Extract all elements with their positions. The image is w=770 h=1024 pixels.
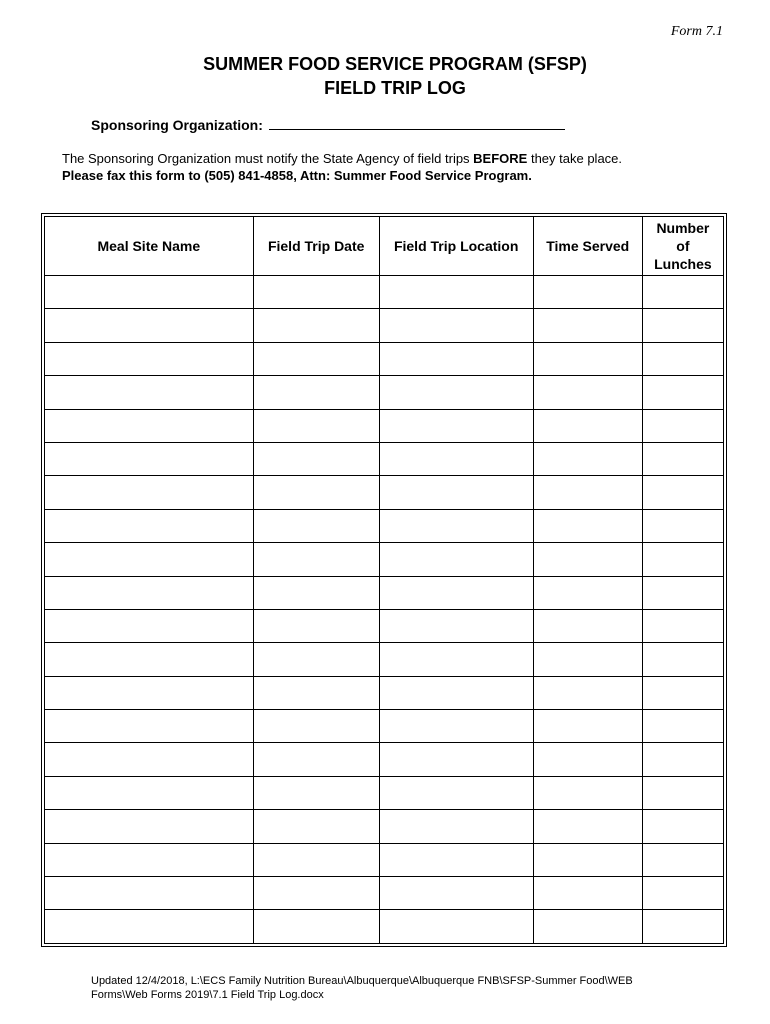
cell-meal-site-name[interactable]	[45, 376, 253, 409]
cell-time-served[interactable]	[533, 576, 642, 609]
cell-meal-site-name[interactable]	[45, 342, 253, 375]
cell-time-served[interactable]	[533, 910, 642, 943]
notice-text: The Sponsoring Organization must notify the State Agency of field trips	[62, 151, 474, 166]
sponsor-label: Sponsoring Organization:	[91, 117, 263, 133]
cell-meal-site-name[interactable]	[45, 509, 253, 542]
cell-field-trip-location[interactable]	[379, 609, 533, 642]
table-row	[45, 276, 723, 309]
table-header-row	[45, 217, 723, 276]
cell-meal-site-name[interactable]	[45, 843, 253, 876]
cell-number-of-lunches[interactable]	[642, 710, 723, 743]
cell-field-trip-location[interactable]	[379, 710, 533, 743]
cell-field-trip-date[interactable]	[253, 376, 379, 409]
cell-field-trip-date[interactable]	[253, 342, 379, 375]
notice	[62, 150, 622, 184]
table-row	[45, 776, 723, 809]
field-trip-table-frame	[41, 213, 727, 947]
cell-field-trip-date[interactable]	[253, 877, 379, 910]
cell-number-of-lunches[interactable]	[642, 877, 723, 910]
table-row	[45, 910, 723, 943]
cell-field-trip-location[interactable]	[379, 810, 533, 843]
cell-time-served[interactable]	[533, 276, 642, 309]
cell-number-of-lunches[interactable]	[642, 743, 723, 776]
cell-time-served[interactable]	[533, 342, 642, 375]
cell-field-trip-location[interactable]	[379, 843, 533, 876]
footer-line-1: Updated 12/4/2018, L:\ECS Family Nutrition Bureau\Albuquerque\Albuquerque FNB\SFSP-Summer Food\WEB	[91, 975, 633, 987]
cell-field-trip-location[interactable]	[379, 643, 533, 676]
form-number: Form 7.1	[670, 24, 723, 39]
cell-number-of-lunches[interactable]	[642, 276, 723, 309]
cell-field-trip-location[interactable]	[379, 776, 533, 809]
cell-time-served[interactable]	[533, 476, 642, 509]
cell-number-of-lunches[interactable]	[642, 543, 723, 576]
cell-field-trip-date[interactable]	[253, 476, 379, 509]
cell-field-trip-date[interactable]	[253, 409, 379, 442]
cell-field-trip-location[interactable]	[379, 676, 533, 709]
table-row	[45, 877, 723, 910]
cell-field-trip-location[interactable]	[379, 409, 533, 442]
cell-time-served[interactable]	[533, 309, 642, 342]
table-row	[45, 509, 723, 542]
table-row	[45, 576, 723, 609]
notice-text-end: they take place.	[527, 151, 623, 166]
cell-meal-site-name[interactable]	[45, 442, 253, 475]
table-row	[45, 376, 723, 409]
cell-meal-site-name[interactable]	[45, 776, 253, 809]
notice-line-1	[62, 150, 622, 167]
title-line-2: FIELD TRIP LOG	[324, 78, 466, 98]
col-header-time-served: Time Served	[533, 217, 642, 276]
cell-meal-site-name[interactable]	[45, 543, 253, 576]
cell-number-of-lunches[interactable]	[642, 342, 723, 375]
cell-number-of-lunches[interactable]	[642, 676, 723, 709]
cell-time-served[interactable]	[533, 442, 642, 475]
cell-time-served[interactable]	[533, 543, 642, 576]
cell-number-of-lunches[interactable]	[642, 442, 723, 475]
cell-field-trip-location[interactable]	[379, 910, 533, 943]
table-row	[45, 342, 723, 375]
cell-field-trip-date[interactable]	[253, 576, 379, 609]
cell-field-trip-date[interactable]	[253, 843, 379, 876]
table-row	[45, 743, 723, 776]
col-header-field-trip-date: Field Trip Date	[253, 217, 379, 276]
cell-time-served[interactable]	[533, 509, 642, 542]
cell-time-served[interactable]	[533, 409, 642, 442]
cell-number-of-lunches[interactable]	[642, 776, 723, 809]
cell-meal-site-name[interactable]	[45, 743, 253, 776]
cell-meal-site-name[interactable]	[45, 409, 253, 442]
cell-field-trip-location[interactable]	[379, 342, 533, 375]
cell-time-served[interactable]	[533, 843, 642, 876]
cell-field-trip-location[interactable]	[379, 509, 533, 542]
cell-number-of-lunches[interactable]	[642, 910, 723, 943]
page-title	[0, 52, 770, 100]
col-header-number-of-lunches: Number of Lunches	[642, 217, 723, 276]
cell-number-of-lunches[interactable]	[642, 609, 723, 642]
table-row	[45, 409, 723, 442]
cell-field-trip-location[interactable]	[379, 376, 533, 409]
cell-field-trip-date[interactable]	[253, 442, 379, 475]
sponsor-input-line[interactable]	[269, 115, 565, 130]
cell-field-trip-date[interactable]	[253, 710, 379, 743]
cell-number-of-lunches[interactable]	[642, 409, 723, 442]
cell-field-trip-date[interactable]	[253, 776, 379, 809]
notice-emphasis: BEFORE	[473, 151, 528, 166]
table-row	[45, 710, 723, 743]
field-trip-table	[45, 217, 723, 943]
col-header-meal-site-name: Meal Site Name	[45, 217, 253, 276]
cell-number-of-lunches[interactable]	[642, 810, 723, 843]
cell-meal-site-name[interactable]	[45, 609, 253, 642]
cell-time-served[interactable]	[533, 643, 642, 676]
notice-line-2: Please fax this form to (505) 841-4858, Attn: Summer Food Service Program.	[62, 168, 532, 183]
col-header-field-trip-location: Field Trip Location	[379, 217, 533, 276]
cell-number-of-lunches[interactable]	[642, 476, 723, 509]
table-row	[45, 609, 723, 642]
cell-number-of-lunches[interactable]	[642, 643, 723, 676]
table-row	[45, 643, 723, 676]
cell-time-served[interactable]	[533, 877, 642, 910]
cell-field-trip-location[interactable]	[379, 276, 533, 309]
title-line-1: SUMMER FOOD SERVICE PROGRAM (SFSP)	[203, 54, 587, 74]
cell-meal-site-name[interactable]	[45, 810, 253, 843]
cell-field-trip-date[interactable]	[253, 309, 379, 342]
cell-meal-site-name[interactable]	[45, 576, 253, 609]
cell-field-trip-date[interactable]	[253, 276, 379, 309]
cell-meal-site-name[interactable]	[45, 676, 253, 709]
table-row	[45, 309, 723, 342]
cell-number-of-lunches[interactable]	[642, 509, 723, 542]
table-row	[45, 843, 723, 876]
cell-field-trip-date[interactable]	[253, 509, 379, 542]
cell-field-trip-date[interactable]	[253, 676, 379, 709]
cell-time-served[interactable]	[533, 676, 642, 709]
footer	[91, 974, 691, 1002]
cell-field-trip-location[interactable]	[379, 442, 533, 475]
cell-meal-site-name[interactable]	[45, 309, 253, 342]
cell-field-trip-location[interactable]	[379, 576, 533, 609]
cell-time-served[interactable]	[533, 609, 642, 642]
cell-field-trip-date[interactable]	[253, 743, 379, 776]
cell-time-served[interactable]	[533, 376, 642, 409]
cell-field-trip-date[interactable]	[253, 609, 379, 642]
sponsor-field	[91, 115, 565, 133]
cell-field-trip-location[interactable]	[379, 877, 533, 910]
cell-number-of-lunches[interactable]	[642, 576, 723, 609]
cell-meal-site-name[interactable]	[45, 710, 253, 743]
cell-time-served[interactable]	[533, 776, 642, 809]
cell-field-trip-location[interactable]	[379, 543, 533, 576]
cell-number-of-lunches[interactable]	[642, 376, 723, 409]
table-row	[45, 476, 723, 509]
cell-meal-site-name[interactable]	[45, 643, 253, 676]
cell-time-served[interactable]	[533, 710, 642, 743]
cell-field-trip-date[interactable]	[253, 910, 379, 943]
cell-number-of-lunches[interactable]	[642, 843, 723, 876]
cell-time-served[interactable]	[533, 743, 642, 776]
cell-meal-site-name[interactable]	[45, 910, 253, 943]
footer-line-2: Forms\Web Forms 2019\7.1 Field Trip Log.docx	[91, 989, 324, 1001]
cell-meal-site-name[interactable]	[45, 276, 253, 309]
cell-meal-site-name[interactable]	[45, 476, 253, 509]
table-row	[45, 676, 723, 709]
cell-field-trip-date[interactable]	[253, 543, 379, 576]
table-row	[45, 543, 723, 576]
cell-time-served[interactable]	[533, 810, 642, 843]
cell-meal-site-name[interactable]	[45, 877, 253, 910]
cell-field-trip-date[interactable]	[253, 643, 379, 676]
table-row	[45, 442, 723, 475]
table-row	[45, 810, 723, 843]
cell-number-of-lunches[interactable]	[642, 309, 723, 342]
cell-field-trip-location[interactable]	[379, 743, 533, 776]
cell-field-trip-location[interactable]	[379, 309, 533, 342]
cell-field-trip-location[interactable]	[379, 476, 533, 509]
cell-field-trip-date[interactable]	[253, 810, 379, 843]
